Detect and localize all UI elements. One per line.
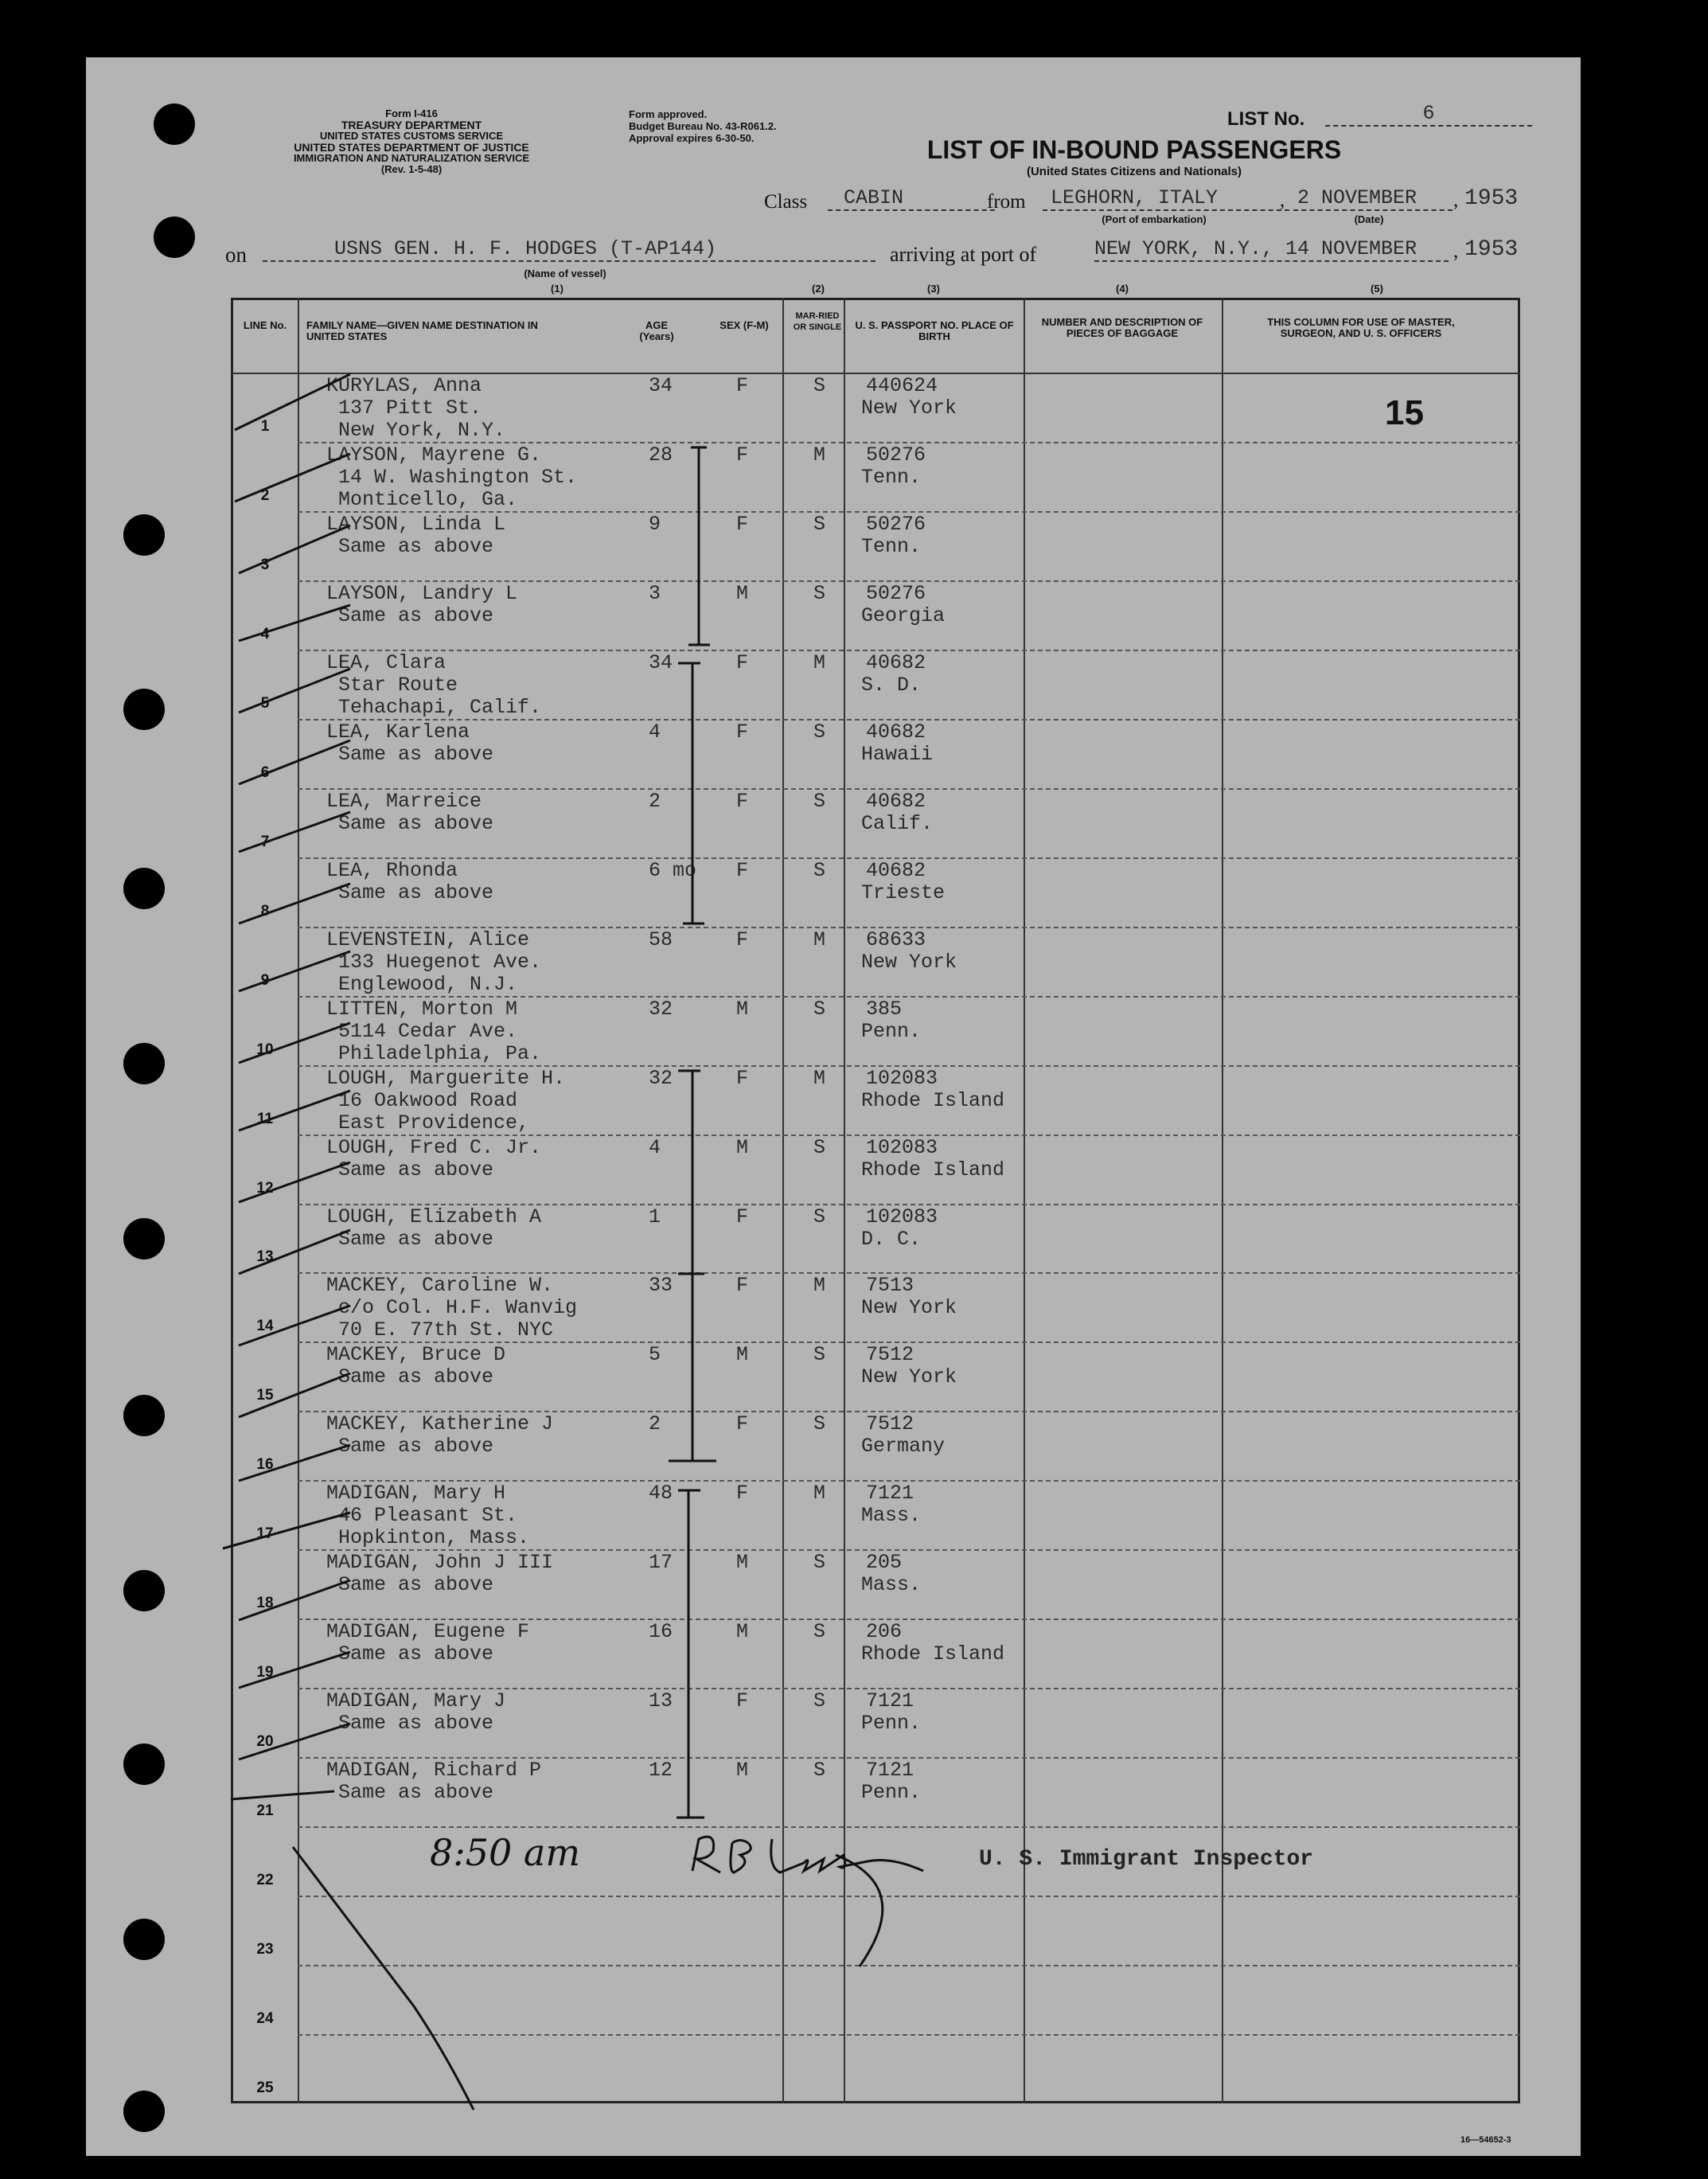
place-of-birth: Rhode Island bbox=[861, 1158, 1005, 1181]
budget-bureau: Budget Bureau No. 43-R061.2. bbox=[629, 120, 777, 132]
passenger-age: 58 bbox=[649, 927, 673, 951]
passenger-age: 32 bbox=[649, 997, 673, 1021]
passenger-address: Same as above bbox=[338, 1573, 494, 1597]
justice-dept: UNITED STATES DEPARTMENT OF JUSTICE bbox=[294, 141, 529, 154]
passenger-status: S bbox=[813, 720, 826, 744]
col-number: (3) bbox=[927, 283, 940, 295]
passport-number: 40682 bbox=[866, 789, 926, 813]
line-number: 8 bbox=[260, 902, 270, 920]
from-label: from bbox=[987, 191, 1026, 213]
passenger-name: MACKEY, Katherine J bbox=[326, 1412, 554, 1436]
line-number: 13 bbox=[256, 1248, 274, 1266]
passenger-status: M bbox=[813, 650, 826, 674]
passenger-status: S bbox=[813, 1343, 826, 1367]
place-of-birth: Penn. bbox=[861, 1781, 922, 1805]
passenger-sex: M bbox=[736, 1759, 749, 1783]
arrival-year: 1953 bbox=[1464, 237, 1519, 262]
line-number: 2 bbox=[260, 486, 270, 504]
passenger-age: 1 bbox=[649, 1205, 661, 1228]
passenger-status: S bbox=[813, 1759, 826, 1783]
passenger-name: MADIGAN, Mary J bbox=[326, 1689, 506, 1713]
passenger-sex: F bbox=[736, 1066, 749, 1090]
line-number: 6 bbox=[260, 763, 270, 781]
line-number: 25 bbox=[256, 2079, 274, 2096]
passenger-sex: M bbox=[736, 1620, 749, 1644]
on-label: on bbox=[225, 243, 247, 267]
col-header-sex: SEX (F-M) bbox=[719, 319, 769, 331]
col-header-line: LINE No. bbox=[243, 319, 287, 331]
passenger-status: M bbox=[813, 1482, 826, 1505]
passenger-address: Same as above bbox=[338, 1712, 494, 1736]
passenger-address: 5114 Cedar Ave. bbox=[338, 1019, 518, 1043]
passenger-sex: F bbox=[736, 1412, 749, 1436]
col-header-officers: THIS COLUMN FOR USE OF MASTER, SURGEON, AND U. S. OFFICERS bbox=[1267, 316, 1455, 339]
passenger-address: 133 Huegenot Ave. bbox=[338, 950, 542, 974]
approval-expiry: Approval expires 6-30-50. bbox=[629, 132, 755, 144]
page-subtitle: (United States Citizens and Nationals) bbox=[1026, 165, 1242, 178]
passenger-name: LAYSON, Landry L bbox=[326, 581, 518, 605]
passenger-address: Same as above bbox=[338, 603, 494, 627]
place-of-birth: New York bbox=[861, 1296, 957, 1320]
passenger-age: 17 bbox=[649, 1551, 673, 1575]
passenger-address: Hopkinton, Mass. bbox=[338, 1526, 530, 1550]
passport-number: 40682 bbox=[866, 650, 926, 674]
passport-number: 50276 bbox=[866, 443, 926, 467]
arrival-value: NEW YORK, N.Y., 14 NOVEMBER bbox=[1094, 237, 1449, 262]
passenger-sex: M bbox=[736, 1551, 749, 1575]
place-of-birth: Mass. bbox=[861, 1504, 922, 1528]
passenger-name: MADIGAN, Mary H bbox=[326, 1482, 506, 1505]
form-number: Form I-416 bbox=[385, 107, 438, 119]
col-header-married: MAR-RIED OR SINGLE bbox=[793, 311, 842, 332]
passenger-sex: F bbox=[736, 374, 749, 397]
passenger-sex: M bbox=[736, 1343, 749, 1367]
line-number: 24 bbox=[256, 2010, 274, 2028]
passenger-address: Tehachapi, Calif. bbox=[338, 695, 542, 719]
passenger-name: MADIGAN, Richard P bbox=[326, 1759, 542, 1783]
place-of-birth: Rhode Island bbox=[861, 1088, 1005, 1112]
passenger-age: 32 bbox=[649, 1066, 673, 1090]
passenger-name: LITTEN, Morton M bbox=[326, 997, 518, 1021]
passenger-age: 4 bbox=[649, 720, 661, 744]
passenger-sex: M bbox=[736, 1135, 749, 1159]
passenger-status: M bbox=[813, 927, 826, 951]
passenger-sex: F bbox=[736, 1482, 749, 1505]
passenger-status: S bbox=[813, 1412, 826, 1436]
passenger-address: Same as above bbox=[338, 1781, 494, 1805]
passenger-status: M bbox=[813, 1274, 826, 1298]
passenger-status: S bbox=[813, 789, 826, 813]
list-no-label: LIST No. bbox=[1227, 108, 1305, 130]
passenger-address: Same as above bbox=[338, 1158, 494, 1181]
place-of-birth: New York bbox=[861, 1365, 957, 1389]
customs-service: UNITED STATES CUSTOMS SERVICE bbox=[319, 130, 504, 142]
col-number: (1) bbox=[551, 283, 563, 295]
line-number: 16 bbox=[256, 1456, 274, 1474]
from-value: LEGHORN, ITALY bbox=[1043, 186, 1289, 211]
passport-number: 50276 bbox=[866, 581, 926, 605]
form-revision: (Rev. 1-5-48) bbox=[380, 163, 443, 175]
page-title: LIST OF IN-BOUND PASSENGERS bbox=[926, 135, 1342, 164]
line-number: 5 bbox=[260, 694, 270, 712]
passenger-age: 3 bbox=[649, 581, 661, 605]
passenger-name: LEA, Marreice bbox=[326, 789, 482, 813]
line-number: 1 bbox=[260, 417, 270, 435]
passenger-sex: F bbox=[736, 443, 749, 467]
passenger-sex: F bbox=[736, 1274, 749, 1298]
passenger-sex: F bbox=[736, 512, 749, 536]
line-number: 19 bbox=[256, 1664, 274, 1681]
passenger-sex: M bbox=[736, 581, 749, 605]
passenger-age: 34 bbox=[649, 650, 673, 674]
passenger-address: c/o Col. H.F. Wanvig bbox=[338, 1296, 578, 1320]
place-of-birth: D. C. bbox=[861, 1227, 922, 1251]
vessel-name: USNS GEN. H. F. HODGES (T-AP144) bbox=[263, 237, 875, 262]
passenger-age: 5 bbox=[649, 1343, 661, 1367]
line-number: 7 bbox=[260, 833, 270, 850]
col-header-age: AGE (Years) bbox=[639, 319, 674, 342]
passport-number: 50276 bbox=[866, 512, 926, 536]
line-number: 15 bbox=[256, 1387, 274, 1404]
col-number: (5) bbox=[1371, 283, 1383, 295]
passenger-sex: F bbox=[736, 1689, 749, 1713]
year-value: 1953 bbox=[1464, 186, 1519, 211]
passenger-name: MADIGAN, John J III bbox=[326, 1551, 554, 1575]
passenger-status: S bbox=[813, 1205, 826, 1228]
place-of-birth: New York bbox=[861, 396, 957, 420]
col-number: (2) bbox=[812, 283, 825, 295]
passenger-status: S bbox=[813, 1620, 826, 1644]
place-of-birth: Tenn. bbox=[861, 465, 922, 489]
line-number: 14 bbox=[256, 1318, 274, 1335]
inspector-title: U. S. Immigrant Inspector bbox=[979, 1847, 1314, 1872]
line-number: 11 bbox=[256, 1110, 274, 1127]
line-number: 18 bbox=[256, 1595, 274, 1612]
place-of-birth: Hawaii bbox=[861, 742, 934, 766]
passport-number: 206 bbox=[866, 1620, 903, 1644]
vessel-caption: (Name of vessel) bbox=[524, 267, 606, 279]
form-approved: Form approved. bbox=[629, 108, 708, 120]
passport-number: 7121 bbox=[866, 1689, 914, 1713]
place-of-birth: New York bbox=[861, 950, 957, 974]
passenger-name: MADIGAN, Eugene F bbox=[326, 1620, 530, 1644]
passport-number: 205 bbox=[866, 1551, 903, 1575]
list-no-value: 6 bbox=[1325, 102, 1532, 127]
passenger-sex: F bbox=[736, 1205, 749, 1228]
passenger-name: LOUGH, Marguerite H. bbox=[326, 1066, 566, 1090]
line-number: 22 bbox=[256, 1872, 274, 1889]
place-of-birth: S. D. bbox=[861, 673, 922, 697]
passenger-address: Englewood, N.J. bbox=[338, 972, 518, 996]
place-of-birth: Rhode Island bbox=[861, 1642, 1005, 1666]
passenger-status: M bbox=[813, 1066, 826, 1090]
passenger-address: 14 W. Washington St. bbox=[338, 465, 578, 489]
passenger-age: 28 bbox=[649, 443, 673, 467]
passenger-status: S bbox=[813, 997, 826, 1021]
place-of-birth: Germany bbox=[861, 1435, 946, 1459]
passenger-address: 16 Oakwood Road bbox=[338, 1088, 518, 1112]
passport-number: 385 bbox=[866, 997, 903, 1021]
officer-count: 15 bbox=[1385, 393, 1424, 432]
class-value: CABIN bbox=[828, 186, 995, 211]
line-number: 20 bbox=[256, 1733, 274, 1751]
place-of-birth: Penn. bbox=[861, 1712, 922, 1736]
place-of-birth: Calif. bbox=[861, 811, 934, 835]
passenger-age: 16 bbox=[649, 1620, 673, 1644]
passenger-name: LEA, Clara bbox=[326, 650, 446, 674]
passport-number: 7121 bbox=[866, 1482, 914, 1505]
passport-number: 7513 bbox=[866, 1274, 914, 1298]
col-number: (4) bbox=[1116, 283, 1129, 295]
passenger-age: 13 bbox=[649, 1689, 673, 1713]
passenger-age: 2 bbox=[649, 789, 661, 813]
comma: , bbox=[1453, 240, 1459, 262]
passenger-name: LEVENSTEIN, Alice bbox=[326, 927, 530, 951]
passenger-address: Same as above bbox=[338, 1642, 494, 1666]
passenger-status: S bbox=[813, 1551, 826, 1575]
passport-number: 7512 bbox=[866, 1412, 914, 1436]
passenger-address: East Providence, bbox=[338, 1111, 530, 1134]
place-of-birth: Tenn. bbox=[861, 534, 922, 558]
line-number: 12 bbox=[256, 1179, 274, 1197]
passenger-address: Philadelphia, Pa. bbox=[338, 1041, 542, 1065]
passenger-address: Same as above bbox=[338, 1435, 494, 1459]
passport-number: 102083 bbox=[866, 1066, 938, 1090]
passenger-address: 137 Pitt St. bbox=[338, 396, 482, 420]
line-number: 9 bbox=[260, 971, 270, 989]
passenger-sex: F bbox=[736, 789, 749, 813]
class-label: Class bbox=[764, 191, 808, 213]
passenger-address: Monticello, Ga. bbox=[338, 487, 518, 511]
ins-service: IMMIGRATION AND NATURALIZATION SERVICE bbox=[293, 152, 530, 164]
passenger-address: Same as above bbox=[338, 811, 494, 835]
passenger-age: 34 bbox=[649, 374, 673, 397]
place-of-birth: Georgia bbox=[861, 603, 946, 627]
passport-number: 68633 bbox=[866, 927, 926, 951]
port-caption: (Port of embarkation) bbox=[1102, 213, 1207, 225]
passenger-name: MACKEY, Caroline W. bbox=[326, 1274, 554, 1298]
passenger-name: LAYSON, Mayrene G. bbox=[326, 443, 542, 467]
date-value: 2 NOVEMBER bbox=[1293, 186, 1453, 211]
passenger-age: 6 mo bbox=[649, 858, 697, 882]
line-number: 17 bbox=[256, 1525, 274, 1543]
passport-number: 7121 bbox=[866, 1759, 914, 1783]
passenger-address: Same as above bbox=[338, 1365, 494, 1389]
passenger-address: Same as above bbox=[338, 1227, 494, 1251]
col-header-passport: U. S. PASSPORT NO. PLACE OF BIRTH bbox=[855, 319, 1014, 342]
passenger-status: S bbox=[813, 374, 826, 397]
passenger-address: 46 Pleasant St. bbox=[338, 1504, 518, 1528]
line-number: 3 bbox=[260, 556, 270, 573]
passenger-sex: F bbox=[736, 650, 749, 674]
passenger-address: New York, N.Y. bbox=[338, 419, 506, 442]
treasury-dept: TREASURY DEPARTMENT bbox=[341, 119, 482, 131]
passenger-sex: F bbox=[736, 720, 749, 744]
passport-number: 7512 bbox=[866, 1343, 914, 1367]
col-header-name: FAMILY NAME—GIVEN NAME DESTINATION IN UNITED STATES bbox=[306, 319, 538, 342]
passenger-sex: M bbox=[736, 997, 749, 1021]
passenger-address: Same as above bbox=[338, 881, 494, 904]
form-code: 16—54652-3 bbox=[1460, 2135, 1511, 2145]
passenger-address: Same as above bbox=[338, 534, 494, 558]
line-number: 10 bbox=[256, 1041, 274, 1058]
passenger-age: 9 bbox=[649, 512, 661, 536]
arriving-label: arriving at port of bbox=[890, 243, 1037, 266]
passport-number: 440624 bbox=[866, 374, 938, 397]
passenger-status: S bbox=[813, 858, 826, 882]
passenger-status: S bbox=[813, 581, 826, 605]
passport-number: 40682 bbox=[866, 858, 926, 882]
passenger-age: 48 bbox=[649, 1482, 673, 1505]
passenger-sex: F bbox=[736, 858, 749, 882]
passenger-age: 33 bbox=[649, 1274, 673, 1298]
col-header-baggage: NUMBER AND DESCRIPTION OF PIECES OF BAGGAGE bbox=[1041, 316, 1203, 339]
passenger-name: MACKEY, Bruce D bbox=[326, 1343, 506, 1367]
line-number: 21 bbox=[256, 1802, 274, 1820]
line-number: 23 bbox=[256, 1941, 274, 1958]
passenger-age: 12 bbox=[649, 1759, 673, 1783]
passenger-status: S bbox=[813, 512, 826, 536]
passenger-age: 4 bbox=[649, 1135, 661, 1159]
passenger-name: LOUGH, Elizabeth A bbox=[326, 1205, 542, 1228]
passenger-name: LEA, Rhonda bbox=[326, 858, 458, 882]
place-of-birth: Penn. bbox=[861, 1019, 922, 1043]
comma: , bbox=[1280, 189, 1285, 211]
passport-number: 40682 bbox=[866, 720, 926, 744]
passenger-address: 70 E. 77th St. NYC bbox=[338, 1318, 554, 1342]
passenger-name: KURYLAS, Anna bbox=[326, 374, 482, 397]
date-caption: (Date) bbox=[1354, 213, 1384, 225]
passenger-name: LOUGH, Fred C. Jr. bbox=[326, 1135, 542, 1159]
passenger-name: LEA, Karlena bbox=[326, 720, 470, 744]
arrival-time: 8:50 am bbox=[430, 1831, 580, 1874]
comma: , bbox=[1453, 189, 1459, 211]
line-number: 4 bbox=[260, 625, 270, 642]
place-of-birth: Trieste bbox=[861, 881, 946, 904]
passport-number: 102083 bbox=[866, 1205, 938, 1228]
passport-number: 102083 bbox=[866, 1135, 938, 1159]
passenger-age: 2 bbox=[649, 1412, 661, 1436]
passenger-status: M bbox=[813, 443, 826, 467]
place-of-birth: Mass. bbox=[861, 1573, 922, 1597]
passenger-address: Star Route bbox=[338, 673, 458, 697]
passenger-address: Same as above bbox=[338, 742, 494, 766]
passenger-sex: F bbox=[736, 927, 749, 951]
passenger-status: S bbox=[813, 1689, 826, 1713]
passenger-name: LAYSON, Linda L bbox=[326, 512, 506, 536]
passenger-status: S bbox=[813, 1135, 826, 1159]
